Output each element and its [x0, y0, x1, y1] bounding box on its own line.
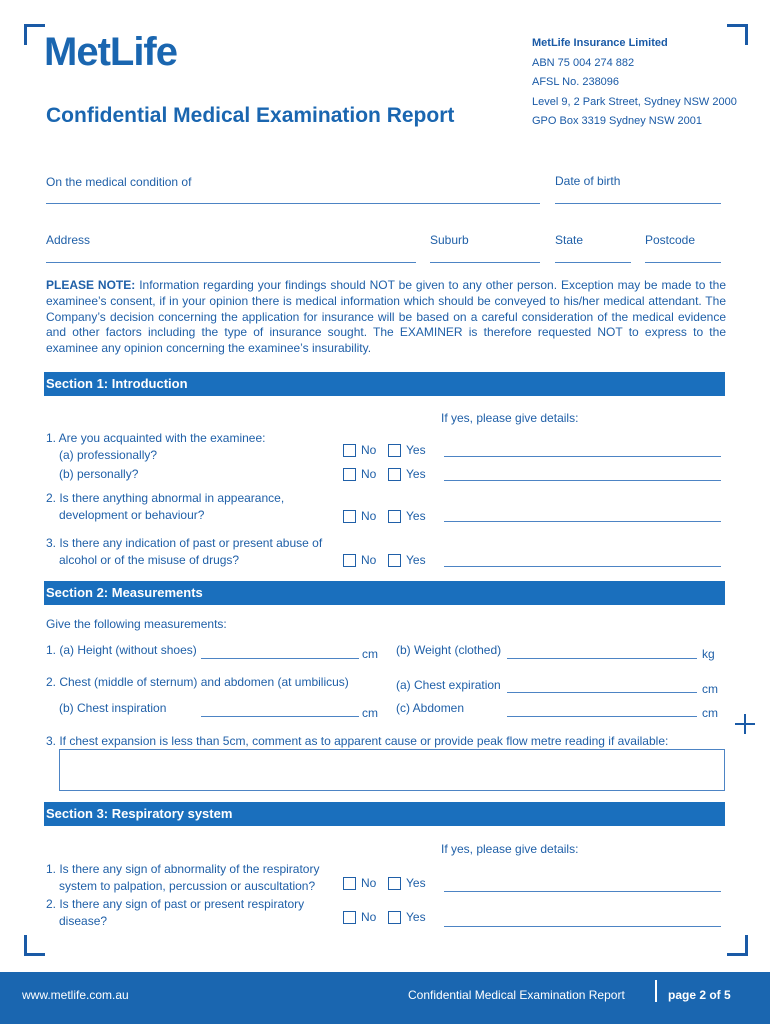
respiratory-q2-yes-checkbox[interactable]	[388, 911, 401, 924]
respiratory-q1: 1. Is there any sign of abnormality of the respiratory	[46, 862, 320, 876]
q2-details-field[interactable]	[444, 521, 721, 522]
examinee-name-field[interactable]	[46, 203, 540, 204]
date-of-birth-field[interactable]	[555, 203, 721, 204]
state-field[interactable]	[555, 262, 631, 263]
chest-expansion-comment-box[interactable]	[59, 749, 725, 791]
metlife-logo: MetLife	[44, 30, 177, 74]
weight-label: (b) Weight (clothed)	[396, 643, 502, 657]
page-number: page 2 of 5	[668, 988, 731, 1002]
section-3-header: Section 3: Respiratory system	[44, 802, 725, 826]
please-note-text: Information regarding your findings should NOT be given to any other person. Exception may be made to the examinee’s consent, if in your opinion there is medical information which should be conveyed to his/her medical attendant. The Company’s decision concerning the application for insurance will be based on a careful consideration of the medical evidence and other factors including the type of insurance sought. The EXAMINER is therefore requested NOT to express to the examinee any opinion concerning the examinee’s insurability.	[46, 278, 726, 356]
chest-expiration-unit: cm	[702, 682, 718, 696]
respiratory-q1-no-label: No	[361, 876, 377, 890]
q1a-details-field[interactable]	[444, 456, 721, 457]
company-details	[532, 34, 737, 132]
respiratory-q2-no-label: No	[361, 910, 377, 924]
weight-unit: kg	[702, 647, 715, 661]
height-label: 1. (a) Height (without shoes)	[46, 643, 197, 657]
footer-url-link[interactable]: www.metlife.com.au	[22, 988, 129, 1002]
chest-expiration-field[interactable]	[507, 692, 697, 693]
registration-mark-vertical	[744, 714, 746, 734]
q2-yes-label: Yes	[406, 509, 426, 523]
chest-abdomen-label: 2. Chest (middle of sternum) and abdomen (at umbilicus)	[46, 675, 349, 689]
corner-mark-bottom-left	[24, 935, 45, 956]
respiratory-q1-yes-label: Yes	[406, 876, 426, 890]
company-afsl: AFSL No. 238096	[532, 76, 620, 88]
height-field[interactable]	[201, 658, 359, 659]
company-name: MetLife Insurance Limited	[532, 37, 668, 49]
q2-yes-checkbox[interactable]	[388, 510, 401, 523]
height-unit: cm	[362, 647, 378, 661]
q1a-professionally: (a) professionally?	[59, 448, 158, 462]
respiratory-q2-details-field[interactable]	[444, 926, 721, 927]
q1b-yes-checkbox[interactable]	[388, 468, 401, 481]
medical-condition-label: On the medical condition of	[46, 175, 192, 189]
chest-inspiration-unit: cm	[362, 706, 378, 720]
q1a-no-checkbox[interactable]	[343, 444, 356, 457]
please-note-label: PLEASE NOTE:	[46, 278, 136, 292]
address-label: Address	[46, 233, 91, 247]
abdomen-unit: cm	[702, 706, 718, 720]
section-1-details-hint: If yes, please give details:	[441, 411, 579, 425]
q2-abnormal-appearance-cont: development or behaviour?	[59, 508, 205, 522]
corner-mark-bottom-right	[727, 935, 748, 956]
section-3-details-hint: If yes, please give details:	[441, 842, 579, 856]
footer-divider	[655, 980, 657, 1002]
q3-no-checkbox[interactable]	[343, 554, 356, 567]
q1b-personally: (b) personally?	[59, 467, 139, 481]
chest-inspiration-label: (b) Chest inspiration	[59, 701, 167, 715]
chest-inspiration-field[interactable]	[201, 716, 359, 717]
corner-mark-top-left	[24, 24, 45, 45]
q1b-no-checkbox[interactable]	[343, 468, 356, 481]
company-po-box: GPO Box 3319 Sydney NSW 2001	[532, 115, 702, 127]
q2-abnormal-appearance: 2. Is there anything abnormal in appearance,	[46, 491, 285, 505]
q1b-details-field[interactable]	[444, 480, 721, 481]
abdomen-label: (c) Abdomen	[396, 701, 465, 715]
page-title: Confidential Medical Examination Report	[46, 104, 455, 127]
q1a-yes-label: Yes	[406, 443, 426, 457]
state-label: State	[555, 233, 584, 247]
address-field[interactable]	[46, 262, 416, 263]
measurements-intro: Give the following measurements:	[46, 617, 227, 631]
date-of-birth-label: Date of birth	[555, 174, 621, 188]
chest-expansion-question: 3. If chest expansion is less than 5cm, comment as to apparent cause or provide peak flow metre reading if available:	[46, 734, 669, 748]
q3-details-field[interactable]	[444, 566, 721, 567]
company-address: Level 9, 2 Park Street, Sydney NSW 2000	[532, 95, 737, 108]
respiratory-q1-details-field[interactable]	[444, 891, 721, 892]
weight-field[interactable]	[507, 658, 697, 659]
footer-title: Confidential Medical Examination Report	[408, 988, 625, 1002]
postcode-label: Postcode	[645, 233, 696, 247]
respiratory-q1-yes-checkbox[interactable]	[388, 877, 401, 890]
respiratory-q1-cont: system to palpation, percussion or auscultation?	[59, 879, 316, 893]
respiratory-q2-yes-label: Yes	[406, 910, 426, 924]
q1b-no-label: No	[361, 467, 377, 481]
q3-substance-abuse: 3. Is there any indication of past or present abuse of	[46, 536, 323, 550]
q1a-no-label: No	[361, 443, 377, 457]
section-1-header: Section 1: Introduction	[44, 372, 725, 396]
q1b-yes-label: Yes	[406, 467, 426, 481]
q1-acquainted: 1. Are you acquainted with the examinee:	[46, 431, 266, 445]
q1a-yes-checkbox[interactable]	[388, 444, 401, 457]
suburb-label: Suburb	[430, 233, 469, 247]
respiratory-q2-cont: disease?	[59, 914, 108, 928]
footer	[0, 972, 770, 1024]
q3-yes-label: Yes	[406, 553, 426, 567]
q3-yes-checkbox[interactable]	[388, 554, 401, 567]
respiratory-q2-no-checkbox[interactable]	[343, 911, 356, 924]
respiratory-q1-no-checkbox[interactable]	[343, 877, 356, 890]
q2-no-checkbox[interactable]	[343, 510, 356, 523]
abdomen-field[interactable]	[507, 716, 697, 717]
please-note-paragraph	[46, 278, 726, 357]
section-2-header: Section 2: Measurements	[44, 581, 725, 605]
chest-expiration-label: (a) Chest expiration	[396, 678, 501, 692]
q3-no-label: No	[361, 553, 377, 567]
q2-no-label: No	[361, 509, 377, 523]
company-abn: ABN 75 004 274 882	[532, 56, 635, 69]
postcode-field[interactable]	[645, 262, 721, 263]
suburb-field[interactable]	[430, 262, 540, 263]
q3-substance-abuse-cont: alcohol or of the misuse of drugs?	[59, 553, 240, 567]
respiratory-q2: 2. Is there any sign of past or present respiratory	[46, 897, 305, 911]
